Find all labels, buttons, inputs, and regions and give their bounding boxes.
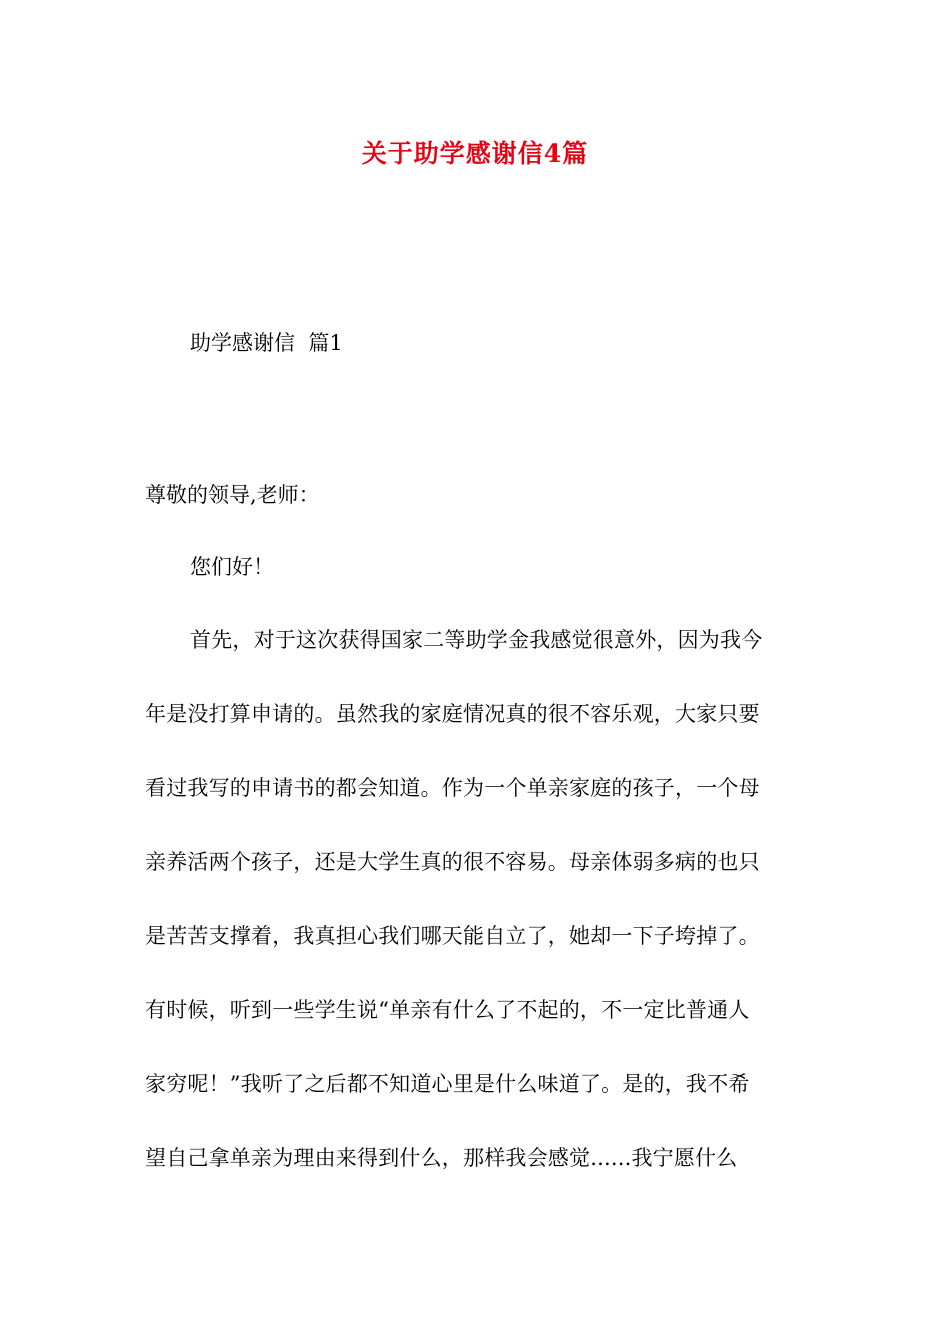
body-line: 看过我写的申请书的都会知道。作为一个单亲家庭的孩子，一个母 (145, 776, 760, 800)
section-heading: 助学感谢信 篇1 (190, 331, 343, 355)
body-line: 家穷呢！”我听了之后都不知道心里是什么味道了。是的，我不希 (145, 1072, 750, 1096)
body-line: 望自己拿单亲为理由来得到什么，那样我会感觉......我宁愿什么 (145, 1146, 738, 1170)
body-line: 首先，对于这次获得国家二等助学金我感觉很意外，因为我今 (190, 628, 763, 652)
letter-greeting: 您们好！ (190, 555, 274, 579)
letter-salutation: 尊敬的领导,老师： (145, 483, 320, 507)
body-line: 年是没打算申请的。虽然我的家庭情况真的很不容乐观，大家只要 (145, 702, 760, 726)
body-line: 亲养活两个孩子，还是大学生真的很不容易。母亲体弱多病的也只 (145, 850, 760, 874)
document-title: 关于助学感谢信4篇 (361, 139, 589, 168)
letter-body (145, 622, 807, 1214)
body-line: 有时候，听到一些学生说“单亲有什么了不起的，不一定比普通人 (145, 998, 750, 1022)
body-line: 是苦苦支撑着，我真担心我们哪天能自立了，她却一下子垮掉了。 (145, 924, 760, 948)
